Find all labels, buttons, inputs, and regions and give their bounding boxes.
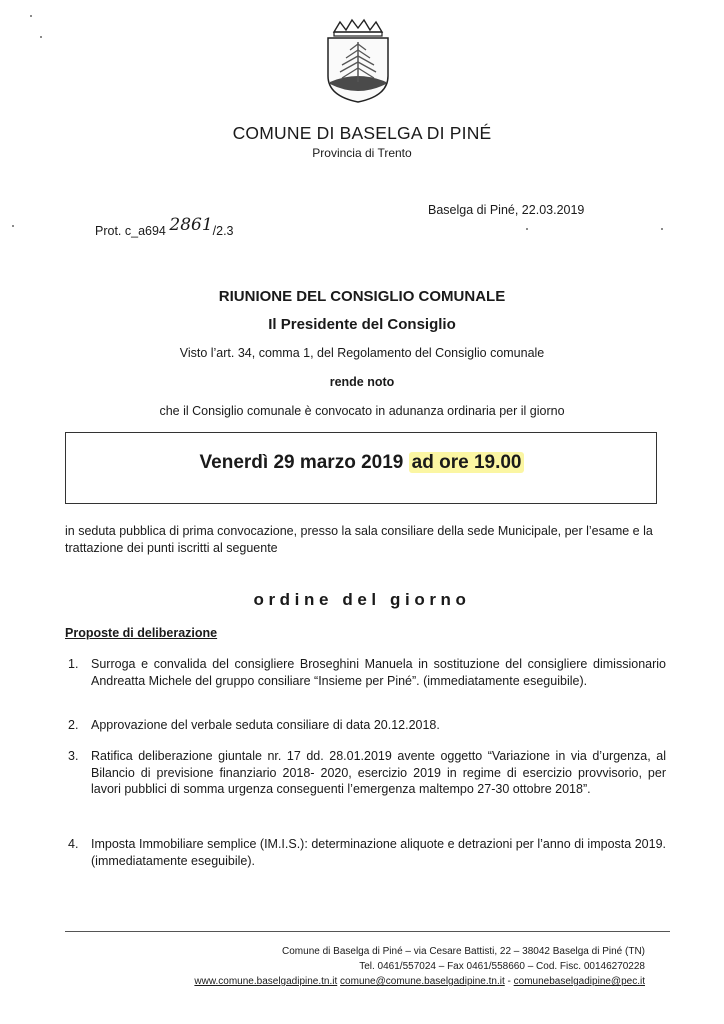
agenda-item — [68, 748, 666, 798]
agenda-item — [68, 836, 666, 869]
municipality-name: COMUNE DI BASELGA DI PINÉ — [232, 123, 492, 143]
scan-speck — [526, 228, 528, 230]
province-name: Provincia di Trento — [312, 146, 412, 160]
meeting-title: RIUNIONE DEL CONSIGLIO COMUNALE — [218, 288, 506, 305]
scan-speck — [40, 36, 42, 38]
protocol-number — [95, 215, 234, 240]
convocation-text: che il Consiglio comunale è convocato in adunanza ordinaria per il giorno — [159, 404, 565, 418]
agenda-item-text: Imposta Immobiliare semplice (IM.I.S.): determinazione aliquote e detrazioni per l’anno di imposta 2019. (immediatamente eseguibile). — [91, 837, 666, 868]
scan-speck — [661, 228, 663, 230]
meeting-time-highlighted: ad ore 19.00 — [409, 452, 525, 473]
email-link[interactable]: comune@comune.baselgadipine.tn.it — [340, 976, 505, 987]
scan-speck — [12, 225, 14, 227]
footer-web-links — [65, 976, 645, 987]
agenda-item-text: Approvazione del verbale seduta consiliare di data 20.12.2018. — [91, 718, 440, 732]
place-and-date: Baselga di Piné, 22.03.2019 — [428, 203, 585, 217]
footer-separator: - — [504, 976, 514, 987]
protocol-suffix: /2.3 — [212, 224, 234, 238]
meeting-date-line — [0, 452, 724, 474]
protocol-handwritten-number: 2861 — [169, 215, 213, 235]
agenda-item-number: 2. — [68, 718, 79, 732]
agenda-item — [68, 717, 666, 734]
agenda-item-text: Ratifica deliberazione giuntale nr. 17 dd. 28.01.2019 avente oggetto “Variazione in via d’urgenza, al Bilancio di previsione finanziario 2018- 2020, esercizio 2019 in regime di esercizio provvisorio, per lavori pubblici di somma urgenza conseguenti l’emergenza maltempo 27-30 ottobre 2018”. — [91, 749, 666, 796]
agenda-heading: ordine del giorno — [253, 590, 471, 609]
footer-contacts: Tel. 0461/557024 – Fax 0461/558660 – Cod. Fisc. 00146270228 — [359, 961, 645, 972]
footer-address: Comune di Baselga di Piné – via Cesare Battisti, 22 – 38042 Baselga di Piné (TN) — [282, 946, 645, 957]
proposals-heading: Proposte di deliberazione — [65, 626, 218, 640]
footer-divider — [65, 931, 670, 932]
website-link[interactable]: www.comune.baselgadipine.tn.it — [194, 976, 338, 987]
agenda-item-text: Surroga e convalida del consigliere Broseghini Manuela in sostituzione del consigliere dimissionario Andreatta Michele del gruppo consiliare “Insieme per Piné”. (immediatamente eseguibile). — [91, 657, 666, 688]
protocol-prefix: Prot. c_a694 — [95, 224, 166, 238]
agenda-item — [68, 656, 666, 689]
regulation-reference: Visto l’art. 34, comma 1, del Regolamento del Consiglio comunale — [179, 346, 545, 360]
session-description: in seduta pubblica di prima convocazione, presso la sala consiliare della sede Municipale, per l’esame e la trattazione dei punti iscritti al seguente — [65, 524, 653, 555]
meeting-date: Venerdì 29 marzo 2019 — [199, 452, 404, 473]
pec-email-link[interactable]: comunebaselgadipine@pec.it — [513, 976, 645, 987]
rende-noto: rende noto — [329, 375, 395, 389]
municipal-crest-icon — [322, 18, 394, 104]
agenda-item-number: 1. — [68, 657, 79, 671]
agenda-item-number: 3. — [68, 749, 79, 763]
scan-speck — [30, 15, 32, 17]
president-heading: Il Presidente del Consiglio — [268, 316, 456, 333]
agenda-item-number: 4. — [68, 837, 79, 851]
